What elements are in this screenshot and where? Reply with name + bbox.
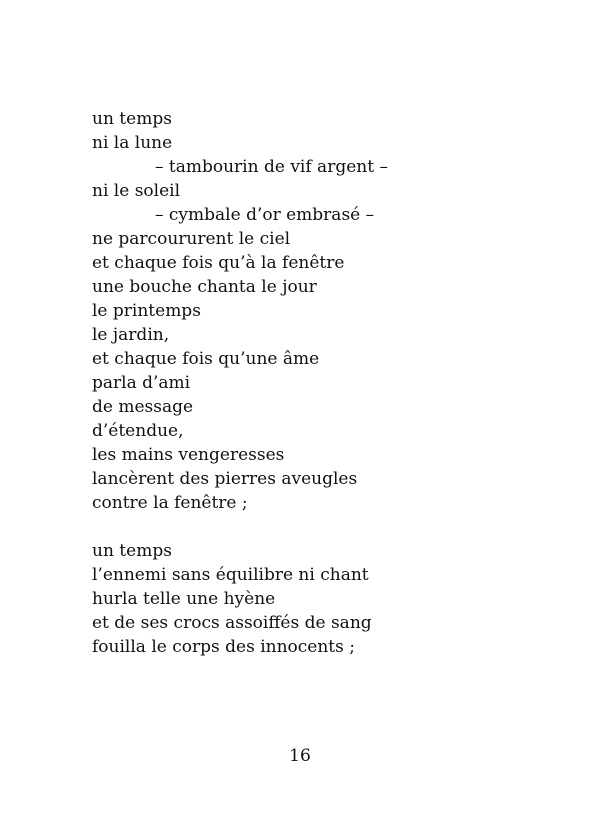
poem-line: et chaque fois qu’une âme: [92, 349, 320, 369]
stanza-1: [92, 107, 552, 515]
poem-line: une bouche chanta le jour: [92, 277, 317, 297]
stanza-2: [92, 539, 552, 659]
poem-line: l’ennemi sans équilibre ni chant: [92, 565, 369, 585]
poem-line: de message: [92, 397, 194, 417]
poem-line: hurla telle une hyène: [92, 589, 276, 609]
poem-line: le jardin,: [92, 325, 170, 345]
poem-line: contre la fenêtre ;: [92, 493, 248, 513]
poem-line: fouilla le corps des innocents ;: [92, 637, 355, 657]
page-number: 16: [289, 746, 311, 766]
poem-line-indented: – cymbale d’or embrasé –: [155, 205, 375, 225]
poem-line: le printemps: [92, 301, 201, 321]
poem-line: et chaque fois qu’à la fenêtre: [92, 253, 345, 273]
poem-line: ni la lune: [92, 133, 173, 153]
poem-line: d’étendue,: [92, 421, 184, 441]
poem-line: parla d’ami: [92, 373, 191, 393]
poem: [92, 107, 552, 659]
poem-line: ni le soleil: [92, 181, 181, 201]
poem-line: et de ses crocs assoiffés de sang: [92, 613, 372, 633]
poem-line: ne parcoururent le ciel: [92, 229, 291, 249]
poem-line: un temps: [92, 109, 172, 129]
poem-line: lancèrent des pierres aveugles: [92, 469, 358, 489]
poem-line: les mains vengeresses: [92, 445, 285, 465]
poem-line: un temps: [92, 541, 172, 561]
poem-line-indented: – tambourin de vif argent –: [155, 157, 388, 177]
